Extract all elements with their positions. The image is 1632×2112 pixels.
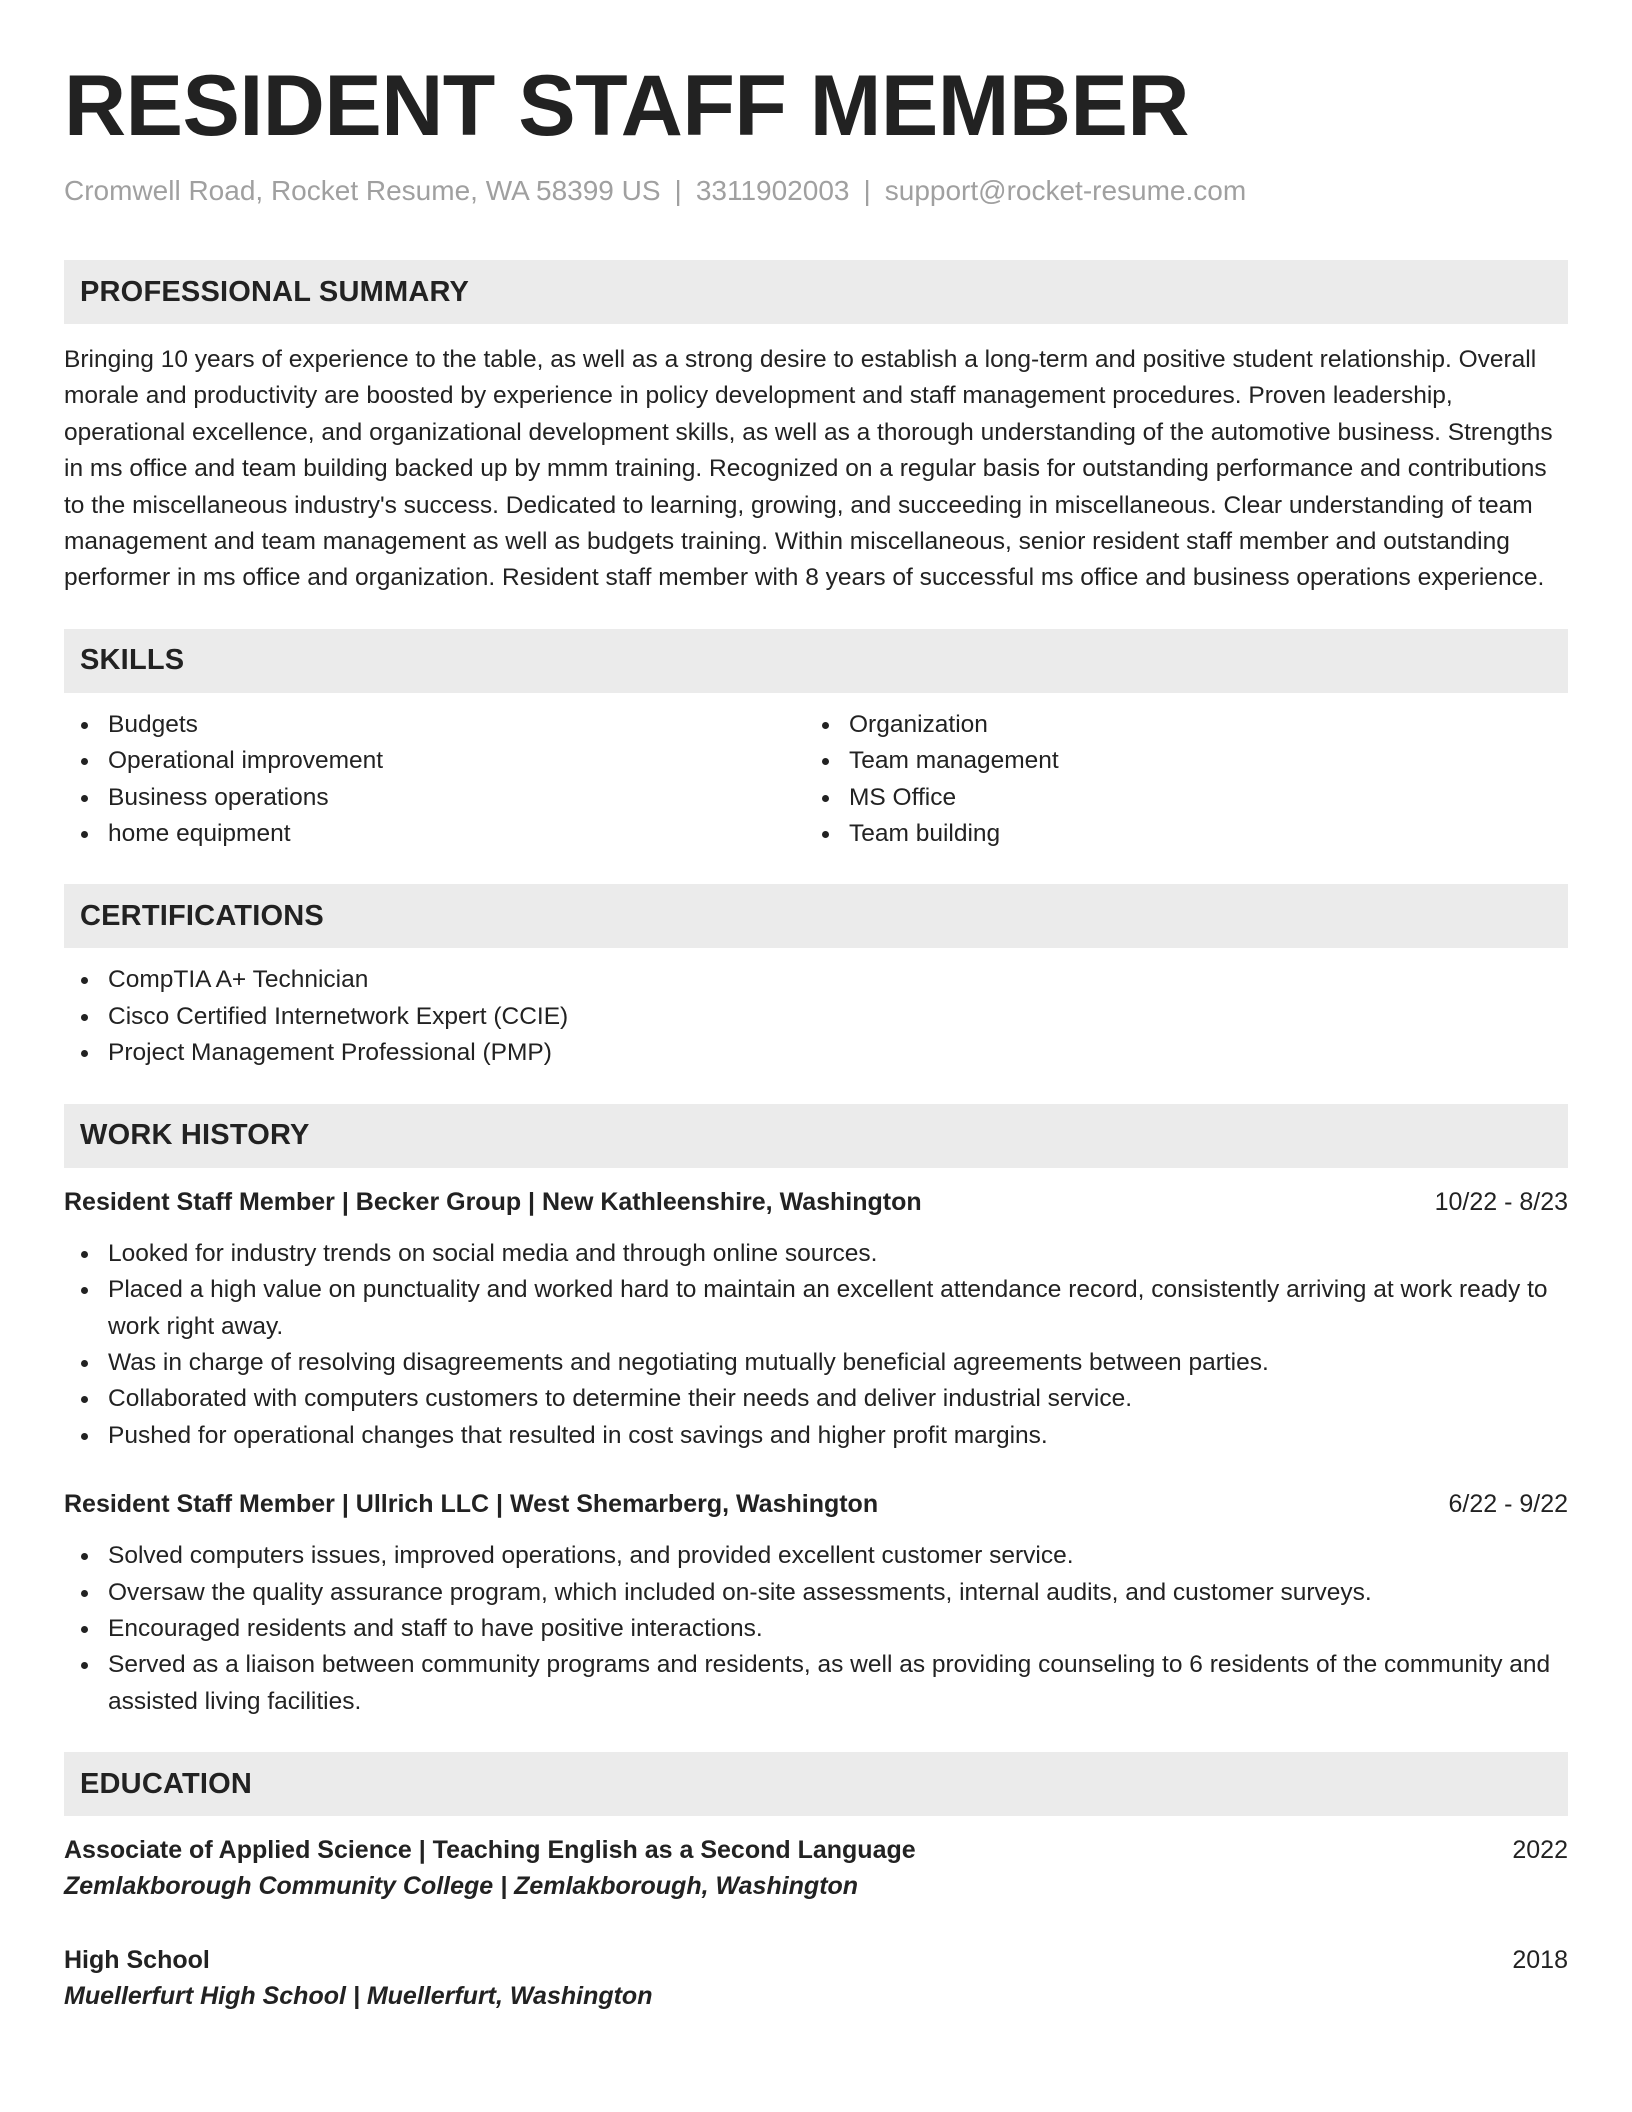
summary-section (64, 260, 1568, 597)
education-header (64, 1942, 1568, 1978)
skill-item: Team building (805, 816, 1546, 852)
skills-grid (64, 707, 1568, 853)
work-history-section (64, 1104, 1568, 1720)
job-bullet: Collaborated with computers customers to determine their needs and deliver industrial service. (64, 1381, 1568, 1417)
certifications-list (64, 962, 1568, 1071)
summary-heading: PROFESSIONAL SUMMARY (64, 260, 1568, 324)
job-bullet: Solved computers issues, improved operations, and provided excellent customer service. (64, 1538, 1568, 1574)
education-heading: EDUCATION (64, 1752, 1568, 1816)
job-bullet: Served as a liaison between community programs and residents, as well as providing counseling to 6 residents of the community and assisted living facilities. (64, 1647, 1568, 1720)
summary-text: Bringing 10 years of experience to the table, as well as a strong desire to establish a long-term and positive student relationship. Overall morale and productivity are boosted by experience in policy development and staff management procedures. Proven leadership, operational excellence, and organizational development skills, as well as a thorough understanding of the automotive business. Strengths in ms office and team building backed up by mmm training. Recognized on a regular basis for outstanding performance and contributions to the miscellaneous industry's success. Dedicated to learning, growing, and succeeding in miscellaneous. Clear understanding of team management and team management as well as budgets training. Within miscellaneous, senior resident staff member and outstanding performer in ms office and organization. Resident staff member with 8 years of successful ms office and business operations experience. (64, 346, 1553, 592)
skills-heading: SKILLS (64, 629, 1568, 693)
certification-item: Project Management Professional (PMP) (64, 1035, 1568, 1071)
job-bullet: Pushed for operational changes that resulted in cost savings and higher profit margins. (64, 1418, 1568, 1454)
contact-phone: 3311902003 (695, 175, 850, 206)
contact-separator: | (863, 175, 871, 206)
education-year: 2022 (1512, 1836, 1568, 1865)
job-bullets (64, 1236, 1568, 1454)
certifications-section (64, 884, 1568, 1071)
job-title: Resident Staff Member | Ullrich LLC | West Shemarberg, Washington (64, 1490, 879, 1519)
job-bullet: Was in charge of resolving disagreements and negotiating mutually beneficial agreements between parties. (64, 1345, 1568, 1381)
skill-item: Budgets (64, 707, 805, 743)
job-title: Resident Staff Member | Becker Group | New Kathleenshire, Washington (64, 1187, 922, 1216)
skills-section (64, 629, 1568, 853)
job-bullets (64, 1538, 1568, 1720)
contact-line (64, 172, 1568, 210)
job-dates: 10/22 - 8/23 (1434, 1187, 1568, 1216)
job-bullet: Oversaw the quality assurance program, which included on-site assessments, internal audits, and customer surveys. (64, 1575, 1568, 1611)
resume-name: RESIDENT STAFF MEMBER (64, 58, 1190, 154)
skill-item: Team management (805, 743, 1546, 779)
skill-item: Business operations (64, 780, 805, 816)
contact-separator: | (674, 175, 682, 206)
job-header (64, 1184, 1568, 1220)
certification-item: Cisco Certified Internetwork Expert (CCIE) (64, 999, 1568, 1035)
certification-item: CompTIA A+ Technician (64, 962, 1568, 998)
education-school: Zemlakborough Community College | Zemlakborough, Washington (64, 1872, 859, 1901)
education-school: Muellerfurt High School | Muellerfurt, Washington (64, 1982, 653, 2011)
skill-item: Organization (805, 707, 1546, 743)
skill-item: home equipment (64, 816, 805, 852)
skills-column-left (64, 707, 805, 853)
certifications-heading: CERTIFICATIONS (64, 884, 1568, 948)
education-degree: High School (64, 1946, 210, 1975)
education-header (64, 1832, 1568, 1868)
contact-email: support@rocket-resume.com (884, 175, 1247, 206)
education-section (64, 1752, 1568, 2014)
job-entry (64, 1184, 1568, 1454)
skill-item: Operational improvement (64, 743, 805, 779)
skill-item: MS Office (805, 780, 1546, 816)
work-history-heading: WORK HISTORY (64, 1104, 1568, 1168)
job-bullet: Encouraged residents and staff to have positive interactions. (64, 1611, 1568, 1647)
education-degree: Associate of Applied Science | Teaching English as a Second Language (64, 1836, 916, 1865)
education-entry (64, 1942, 1568, 2014)
job-bullet: Looked for industry trends on social media and through online sources. (64, 1236, 1568, 1272)
skills-column-right (805, 707, 1546, 853)
job-bullet: Placed a high value on punctuality and worked hard to maintain an excellent attendance record, consistently arriving at work ready to work right away. (64, 1272, 1568, 1345)
job-entry (64, 1486, 1568, 1720)
job-header (64, 1486, 1568, 1522)
education-entry (64, 1832, 1568, 1904)
education-year: 2018 (1512, 1946, 1568, 1975)
job-dates: 6/22 - 9/22 (1448, 1490, 1568, 1519)
contact-address: Cromwell Road, Rocket Resume, WA 58399 US (64, 175, 661, 206)
